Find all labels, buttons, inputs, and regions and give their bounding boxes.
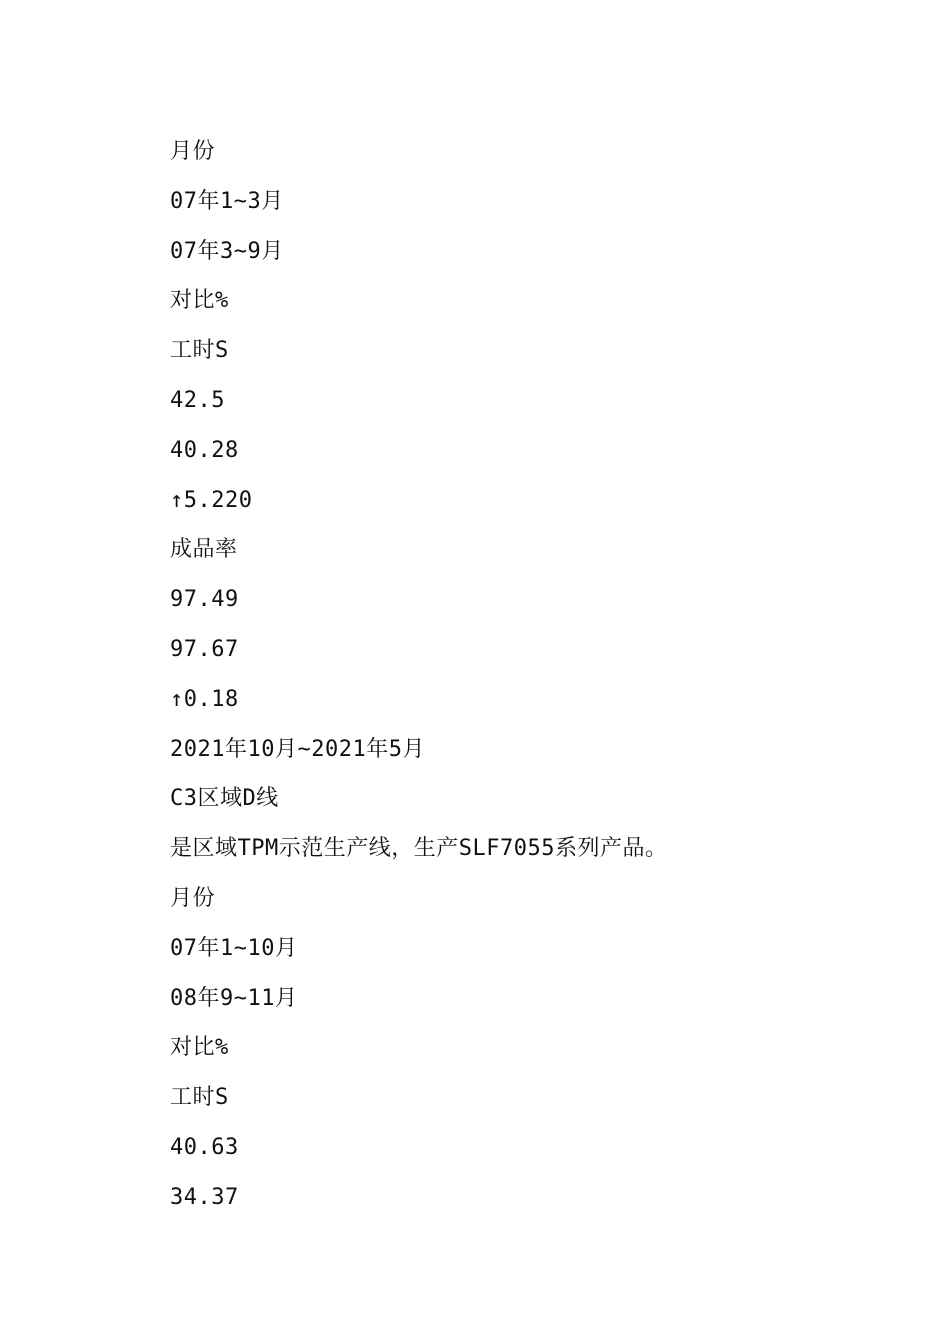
table-header-month: 月份 [170,885,216,911]
metric-change: ↑0.18 [170,686,239,712]
comparison-header: 对比% [170,288,229,314]
metric-value: 42.5 [170,387,225,413]
period-label: 07年1~3月 [170,188,284,214]
metric-label-yield: 成品率 [170,537,238,563]
section-heading: C3区域D线 [170,786,279,812]
metric-change: ↑5.220 [170,487,253,513]
metric-value: 34.37 [170,1184,239,1210]
section-description: 是区域TPM示范生产线，生产SLF7055系列产品。 [170,836,668,862]
date-range: 2021年10月~2021年5月 [170,736,425,762]
period-label: 07年1~10月 [170,935,298,961]
metric-label-work-hours: 工时S [170,338,229,364]
metric-value: 40.28 [170,437,239,463]
period-label: 08年9~11月 [170,985,298,1011]
document-body [170,127,870,1223]
comparison-header: 对比% [170,1035,229,1061]
period-label: 07年3~9月 [170,238,284,264]
metric-value: 40.63 [170,1134,239,1160]
metric-label-work-hours: 工时S [170,1085,229,1111]
table-header-month: 月份 [170,139,216,164]
metric-value: 97.67 [170,636,239,662]
metric-value: 97.49 [170,587,239,613]
